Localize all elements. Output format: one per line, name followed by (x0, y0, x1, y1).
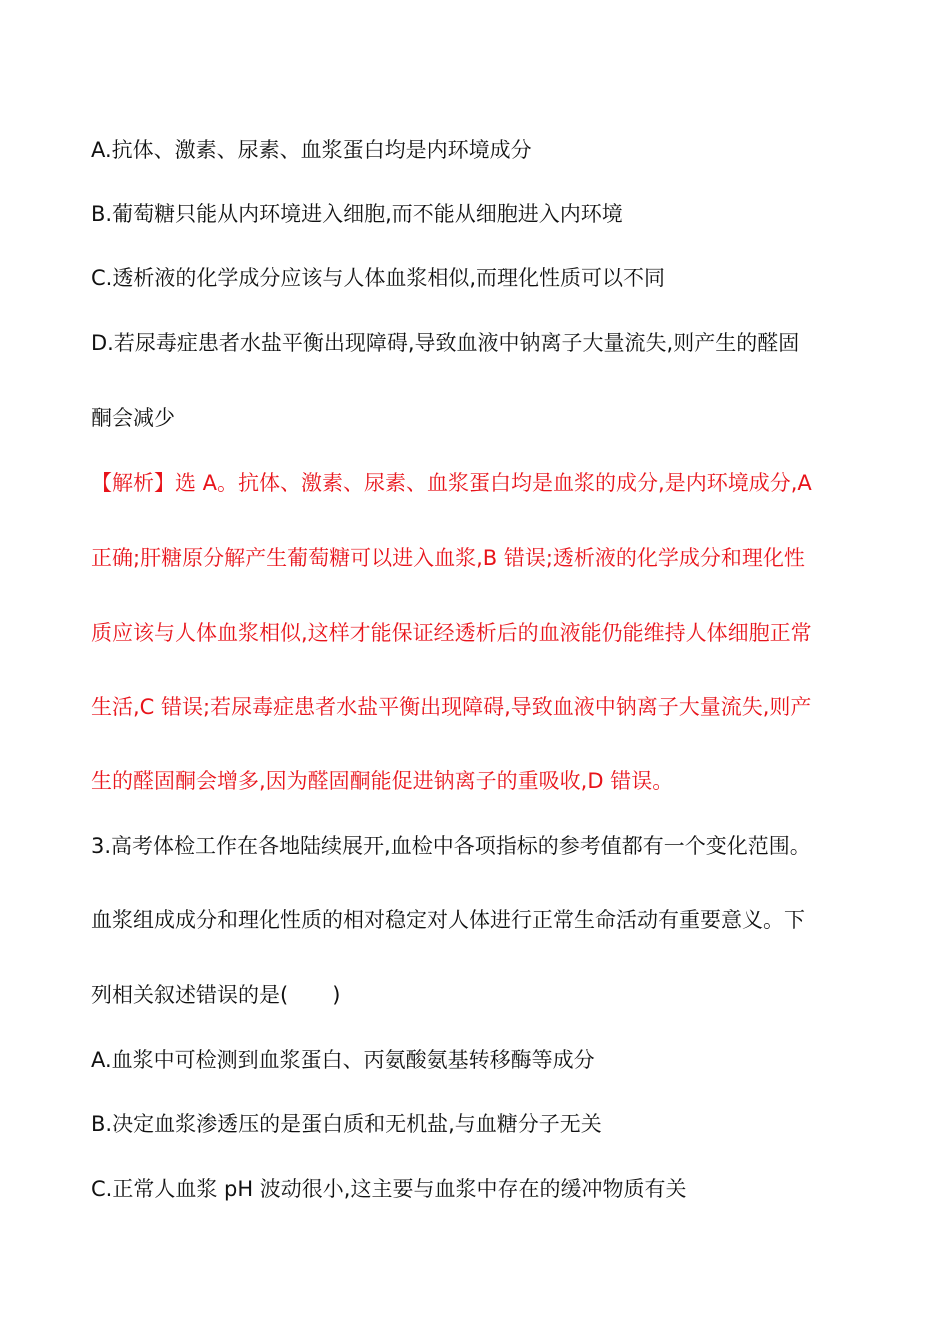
q3-option-c: C.正常人血浆 pH 波动很小,这主要与血浆中存在的缓冲物质有关 (91, 1177, 687, 1201)
analysis-line-5: 生的醛固酮会增多,因为醛固酮能促进钠离子的重吸收,D 错误。 (91, 769, 674, 793)
analysis-line-2: 正确;肝糖原分解产生葡萄糖可以进入血浆,B 错误;透析液的化学成分和理化性 (91, 546, 805, 570)
q3-stem-line-3 (91, 981, 871, 1009)
q2-option-c: C.透析液的化学成分应该与人体血浆相似,而理化性质可以不同 (91, 266, 666, 290)
q3-stem-line-2: 血浆组成成分和理化性质的相对稳定对人体进行正常生命活动有重要意义。下 (91, 908, 805, 932)
q2-option-d: D.若尿毒症患者水盐平衡出现障碍,导致血液中钠离子大量流失,则产生的醛固 (91, 331, 800, 355)
q2-option-d-continued: 酮会减少 (91, 406, 175, 430)
analysis-line-3: 质应该与人体血浆相似,这样才能保证经透析后的血液能仍能维持人体细胞正常 (91, 621, 812, 645)
q3-stem-line-1: 3.高考体检工作在各地陆续展开,血检中各项指标的参考值都有一个变化范围。 (91, 834, 811, 858)
analysis-line-1: 【解析】选 A。抗体、激素、尿素、血浆蛋白均是血浆的成分,是内环境成分,A (91, 471, 812, 495)
q2-option-b: B.葡萄糖只能从内环境进入细胞,而不能从细胞进入内环境 (91, 202, 623, 226)
q2-option-a: A.抗体、激素、尿素、血浆蛋白均是内环境成分 (91, 138, 532, 162)
q3-stem-close-paren: ) (332, 983, 341, 1007)
q3-option-a: A.血浆中可检测到血浆蛋白、丙氨酸氨基转移酶等成分 (91, 1048, 595, 1072)
q3-stem-text: 列相关叙述错误的是( (91, 983, 289, 1007)
q3-option-b: B.决定血浆渗透压的是蛋白质和无机盐,与血糖分子无关 (91, 1112, 602, 1136)
analysis-line-4: 生活,C 错误;若尿毒症患者水盐平衡出现障碍,导致血液中钠离子大量流失,则产 (91, 695, 812, 719)
